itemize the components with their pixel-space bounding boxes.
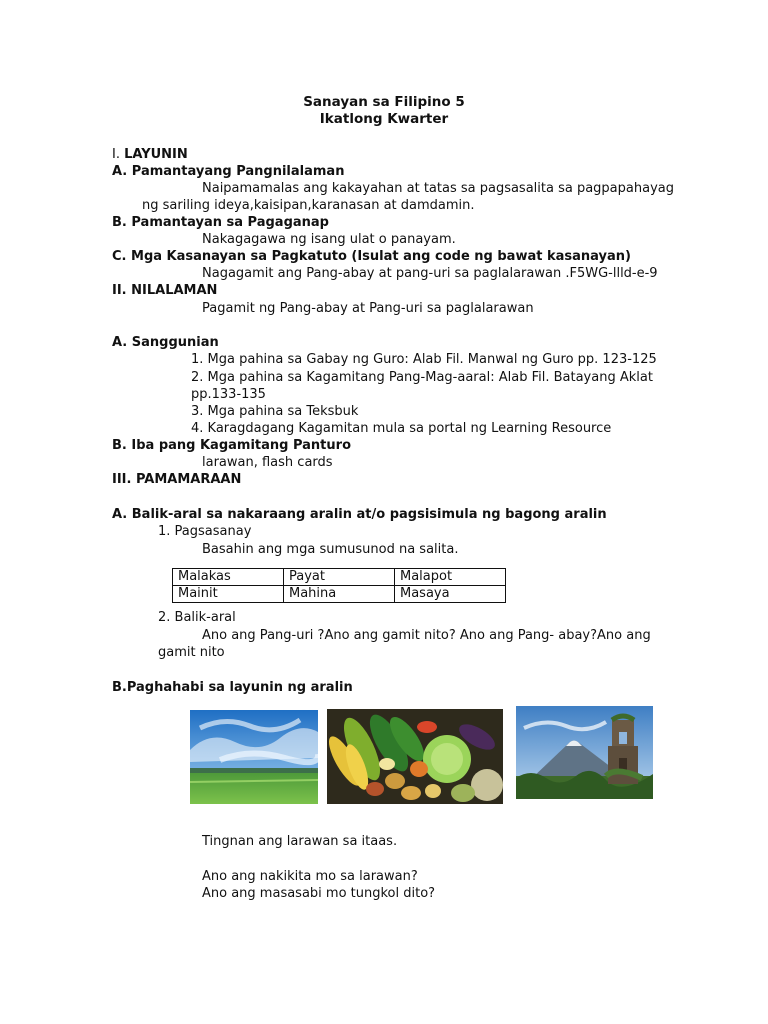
subsection-c-title: C. Mga Kasanayan sa Pagkatuto (Isulat ang code ng bawat kasanayan) [112, 249, 631, 264]
instruction-text: Tingnan ang larawan sa itaas. [202, 834, 398, 849]
table-row [173, 569, 506, 586]
pamamaraan-a-title: A. Balik-aral sa nakaraang aralin at/o pagsisimula ng bagong aralin [112, 507, 607, 522]
sanggunian-item-4: 4. Karagdagang Kagamitan mula sa portal ng Learning Resource [191, 421, 612, 436]
table-cell: Mahina [284, 586, 395, 603]
table-cell: Masaya [395, 586, 506, 603]
section-nilalaman-heading: II. NILALAMAN [112, 283, 218, 298]
table-cell: Mainit [173, 586, 284, 603]
subsection-a-text: Naipamamalas ang kakayahan at tatas sa pagsasalita sa pagpapahayag [202, 181, 674, 196]
document-subtitle: Ikatlong Kwarter [319, 111, 449, 127]
volcano-ruins-photo [516, 706, 653, 799]
nilalaman-text: Pagamit ng Pang-abay at Pang-uri sa paglalarawan [202, 301, 534, 316]
sky-field-photo [190, 710, 318, 804]
table-cell: Payat [284, 569, 395, 586]
kagamitan-title: B. Iba pang Kagamitang Panturo [112, 438, 351, 453]
document-title: Sanayan sa Filipino 5 [303, 94, 465, 110]
sanggunian-title: A. Sanggunian [112, 335, 219, 350]
kagamitan-text: larawan, flash cards [202, 455, 333, 470]
step-1-text: Basahin ang mga sumusunod na salita. [202, 542, 459, 557]
section-number: I. [112, 147, 125, 162]
step-2-label: 2. Balik-aral [158, 610, 236, 625]
section-pamamaraan-heading: III. PAMAMARAAN [112, 472, 242, 487]
step-2-text: Ano ang Pang-uri ?Ano ang gamit nito? Ano ang Pang- abay?Ano ang [202, 628, 651, 643]
table-cell: Malakas [173, 569, 284, 586]
sanggunian-item-2-cont: pp.133-135 [191, 387, 266, 402]
subsection-b-title: B. Pamantayan sa Pagaganap [112, 215, 329, 230]
word-table [172, 568, 506, 603]
subsection-a-title: A. Pamantayang Pangnilalaman [112, 164, 345, 179]
section-layunin-heading [112, 146, 188, 163]
subsection-c-text: Nagagamit ang Pang-abay at pang-uri sa paglalarawan .F5WG-llld-e-9 [202, 266, 658, 281]
subsection-a-text-cont: ng sariling ideya,kaisipan,karanasan at damdamin. [142, 198, 475, 213]
sanggunian-item-3: 3. Mga pahina sa Teksbuk [191, 404, 359, 419]
question-2: Ano ang masasabi mo tungkol dito? [202, 886, 436, 901]
sanggunian-item-1: 1. Mga pahina sa Gabay ng Guro: Alab Fil. Manwal ng Guro pp. 123-125 [191, 352, 657, 367]
subsection-b-text: Nakagagawa ng isang ulat o panayam. [202, 232, 456, 247]
section-label: LAYUNIN [124, 147, 188, 162]
step-2-text-cont: gamit nito [158, 645, 225, 660]
sanggunian-item-2: 2. Mga pahina sa Kagamitang Pang-Mag-aaral: Alab Fil. Batayang Aklat [191, 370, 653, 385]
step-1-label: 1. Pagsasanay [158, 524, 252, 539]
table-row [173, 586, 506, 603]
table-cell: Malapot [395, 569, 506, 586]
vegetables-photo [327, 709, 503, 804]
pamamaraan-b-title: B.Paghahabi sa layunin ng aralin [112, 680, 353, 695]
question-1: Ano ang nakikita mo sa larawan? [202, 869, 418, 884]
